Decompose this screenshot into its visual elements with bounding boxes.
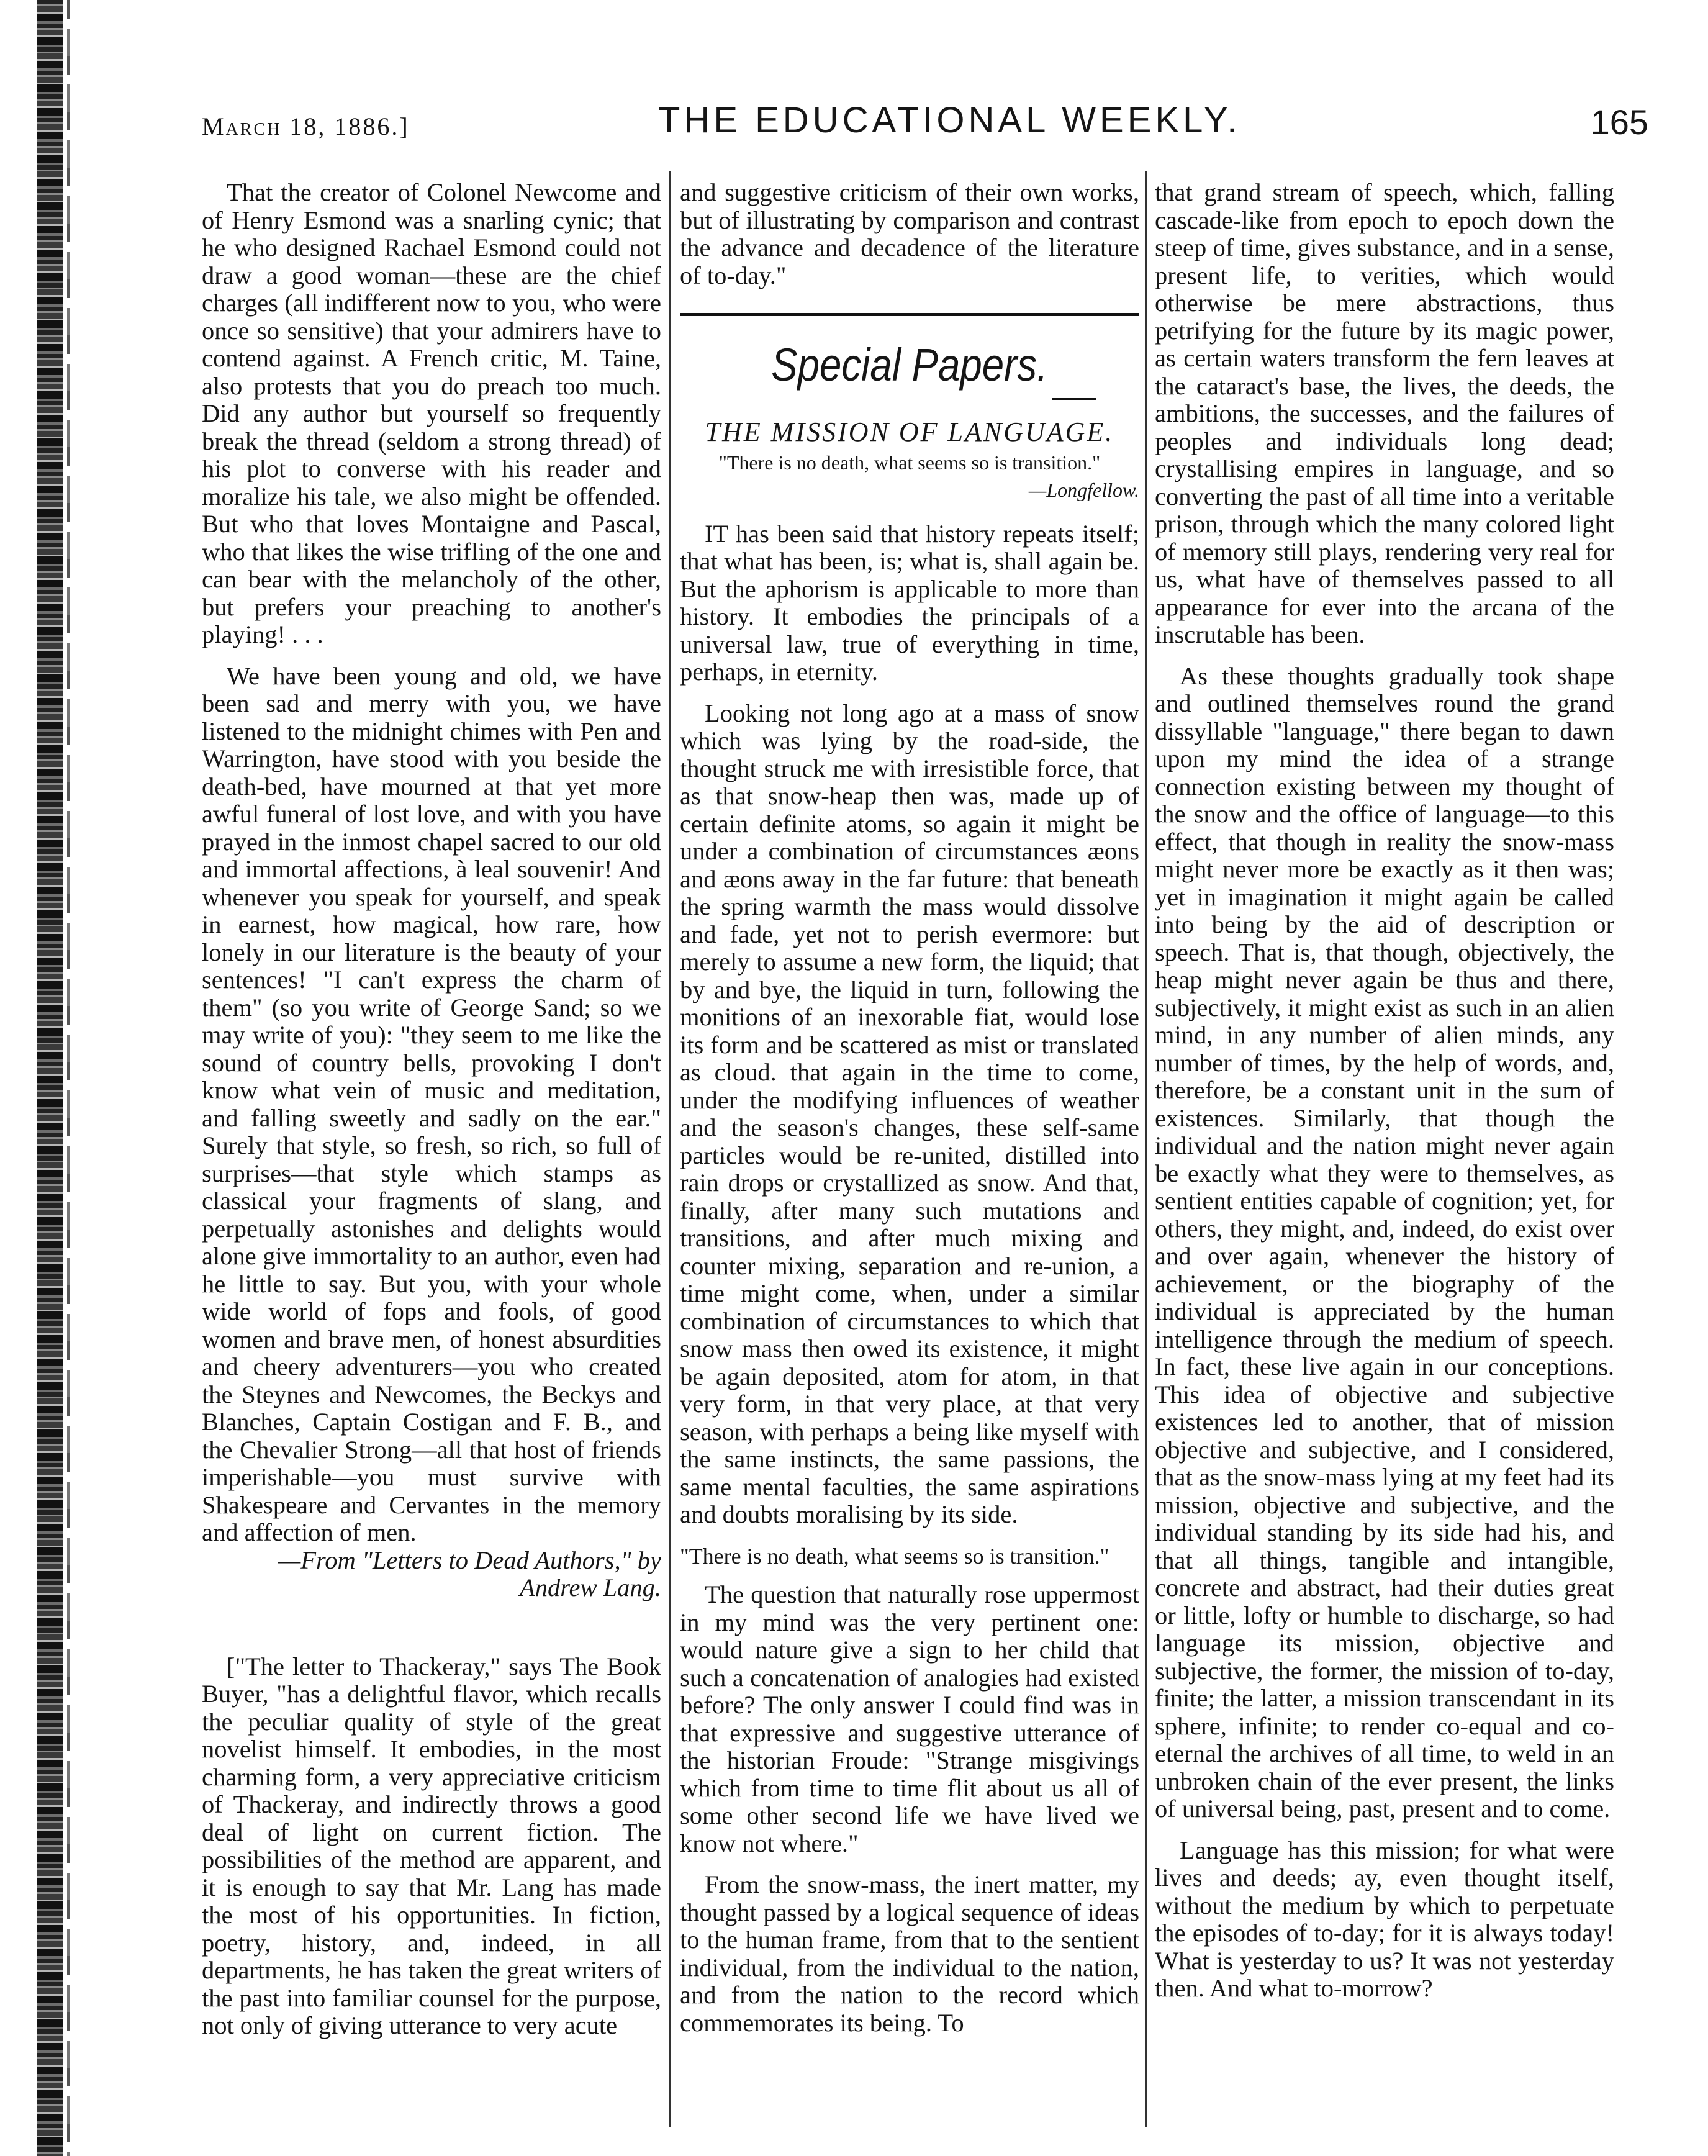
column-divider-2 [1145,171,1147,2127]
letter-citation: —From "Letters to Dead Authors," by Andrew Lang. [278,1546,661,1601]
column-divider-1 [669,171,671,2127]
page-header [202,99,1648,149]
language-para-5: that grand stream of speech, which, falling cascade-like from epoch to epoch down the steep of time, gives substance, and in a sense, present life, to verities, which would otherwise be mere abstractions, thus petrifying for the future by its magic power, as certain waters transform the fern leaves at the cataract's base, the lives, the deeds, the ambitions, the successes, and the failures of peoples and individuals long dead; crystallising empires in language, and so converting the past of all time into a veritable prison, through which the many colored light of memory still plays, rendering very real for us, what have of themselves passed to all appearance for ever into the arcana of the inscrutable has been. [1155,178,1614,648]
thackeray-letter-para-2: We have been young and old, we have been sad and merry with you, we have listened to the midnight chimes with Pen and Warrington, have stood with you beside the death-bed, have mourned at that yet more awful funeral of lost love, and with you have prayed in the inmost chapel sacred to our old and immortal affections, à leal souvenir! And whenever you speak for yourself, and speak in earnest, how magical, how rare, how lonely in our literature is the beauty of your sentences! "I can't express the charm of them" (so you write of George Sand; so we may write of you): "they seem to me like the sound of country bells, provoking I don't know what vein of music and meditation, and falling sweetly and sadly on the ear." Surely that style, so fresh, so rich, so full of surprises—that style which stamps as classical your fragments of slang, and perpetually astonishes and delights would alone give immortality to an author, even had he little to say. But you, with your whole wide world of fops and fools, of good women and brave men, of honest absurdities and cheery adventurers—you who created the Steynes and Newcomes, the Beckys and Blanches, Captain Costigan and F. B., and the Chevalier Strong—all that host of friends imperishable—you must survive with Shakespeare and Cervantes in the memory and affection of men. [202,661,661,1546]
column-3 [1155,179,1614,2016]
page-number: 165 [1590,102,1648,142]
journal-title: THE EDUCATIONAL WEEKLY. [658,100,1241,140]
epigraph: "There is no death, what seems so is transition." [718,451,1101,474]
review-continuation: and suggestive criticism of their own works, but of illustrating by comparison and contrast the advance and decadence of the literature of to-day." [680,178,1139,289]
page-binding-edge [37,0,63,2156]
thackeray-letter-para-1: That the creator of Colonel Newcome and of Henry Esmond was a snarling cynic; that he who designed Rachael Esmond could not draw a good woman—these are the chief charges (all indifferent now to you, who were once so sensitive) that your admirers have to contend against. A French critic, M. Taine, also protests that you do preach too much. Did any author but yourself so frequently break the thread (seldom a strong thread) of his plot to converse with his reader and moralize his tale, we also might be offended. But who that loves Montaigne and Pascal, who that likes the wise trifling of the one and can bear with the melancholy of the other, but prefers your preaching to another's playing! . . . [202,178,661,648]
spacer [202,1616,661,1653]
language-para-4: From the snow-mass, the inert matter, my thought passed by a logical sequence of ideas to the human frame, from that to the sentient individual, from the individual to the nation, and from the nation to the record which commemorates its being. To [680,1870,1139,2037]
issue-date: March 18, 1886.] [202,112,410,140]
page-binding-shadow [67,0,70,2156]
section-divider [680,313,1139,316]
language-para-7: Language has this mission; for what were lives and deeds; ay, even thought itself, without the medium by which to perpetuate the episodes of to-day; for it is always today! What is yesterday to us? It was not yesterday then. And what to-morrow? [1155,1836,1614,2002]
language-para-2: Looking not long ago at a mass of snow which was lying by the road-side, the thought struck me with irresistible force, that as that snow-heap then was, made up of certain definite atoms, so again it might be under a combination of circumstances æons and æons away in the far future: that beneath the spring warmth the mass would dissolve and fade, yet not to perish evermore: but merely to assume a new form, the liquid; that by and bye, the liquid in turn, following the monitions of an inexorable fiat, would lose its form and be scattered as mist or translated as cloud. that again in the time to come, under the modifying influences of weather and the season's changes, these self-same particles would be re-united, distilled into rain drops or crystallized as snow. And that, finally, after many such mutations and transitions, and after much mixing and counter mixing, separation and re-union, a time might come, when, under a similar combination of circumstances to which that snow mass then owed its existence, it might be again deposited, atom for atom, in that very form, in that very place, at that very season, with perhaps a being like myself with the same instincts, the same passions, the same mental faculties, the same aspirations and doubts moralising by its side. [680,699,1139,1528]
language-para-6: As these thoughts gradually took shape and outlined themselves round the grand dissyllable "language," there began to dawn upon my mind the idea of a strange connection existing between my thought of the snow and the office of language—to this effect, that though in reality the snow-mass might never more be exactly as it then was; yet in imagination it might again be called into being by the aid of description or speech. That is, that though, objectively, the heap might never again be thus and there, subjectively, it might exist as such in an alien mind, in any number of alien minds, any number of times, by the help of words, and, therefore, be a constant unit in the sum of existences. Similarly, that though the individual and the nation might never again be exactly what they were to themselves, as sentient entities capable of cognition; yet, for others, they might, and, indeed, do exist over and over again, whenever the history of achievement, or the biography of the individual is appreciated by the human intelligence through the medium of speech. In fact, these live again in our conceptions. This idea of objective and subjective existences led to another, that of mission objective and subjective, and I considered, that as the snow-mass lying at my feet had its mission, objective and subjective, and the individual standing by its side had his, and that all things, tangible and intangible, concrete and abstract, had their duties great or little, lofty or humble to discharge, so had language its mission, objective and subjective, the former, the mission of to-day, finite; the latter, a mission transcendant in its sphere, infinite; to render co-equal and co-eternal the archives of all time, to weld in an unbroken chain of the ever present, the links of universal being, past, present and to come. [1155,661,1614,1823]
column-2 [680,179,1139,2050]
epigraph-attribution: —Longfellow. [1028,479,1139,501]
section-title: Special Papers. [771,339,1048,391]
short-rule [1052,398,1096,400]
repeated-quote: "There is no death, what seems so is transition." [680,1543,1109,1569]
language-para-3: The question that naturally rose uppermost in my mind was the very pertinent one: would nature give a sign to her child that such a concatenation of analogies had existed before? The only answer I could find was in that expressive and suggestive utterance of the historian Froude: "Strange misgivings which from time to time flit about us all of some other second life we have lived we know not where." [680,1580,1139,1857]
article-title: THE MISSION OF LANGUAGE. [705,417,1114,447]
book-buyer-review: ["The letter to Thackeray," says The Book Buyer, "has a delightful flavor, which recalls the peculiar quality of style of the great novelist himself. It embodies, in the most charming form, a very appreciative criticism of Thackeray, and indirectly throws a good deal of light on current fiction. The possibilities of the method are apparent, and it is enough to say that Mr. Lang has made the most of his opportunities. In fiction, poetry, history, and, indeed, in all departments, he has taken the great writers of the past into familiar counsel for the purpose, not only of giving utterance to very acute [202,1652,661,2039]
language-para-1: IT has been said that history repeats itself; that what has been, is; what is, shall again be. But the aphorism is applicable to more than history. It embodies the principals of a universal law, true of everything in time, perhaps, in eternity. [680,519,1139,686]
column-1 [202,179,661,2054]
